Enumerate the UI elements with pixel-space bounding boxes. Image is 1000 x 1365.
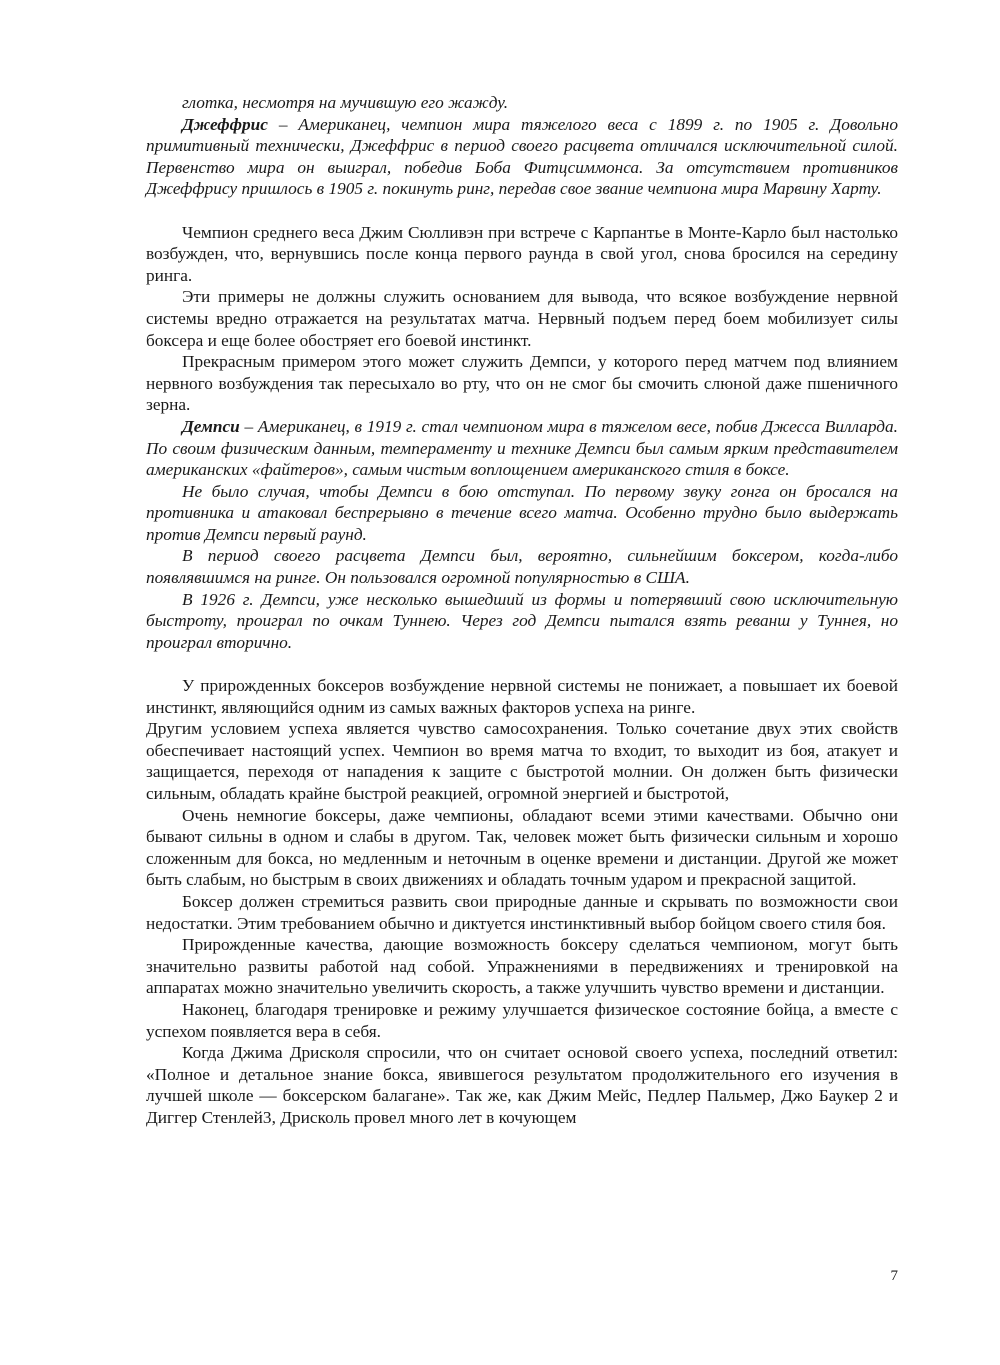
paragraph-text: – Американец, чемпион мира тяжелого веса с 1899 г. по 1905 г. Довольно примитивный технически, Джеффрис в период своего расцвета отличался исключительной силой. Первенство мира он выиграл, победив Боба Фитцсиммонса. За отсутствием противников Джеффрису пришлось в 1905 г. покинуть ринг, передав свое звание чемпиона мира Марвину Харту. [146,114,898,199]
paragraph-text: Прирожденные качества, дающие возможность боксеру сделаться чемпионом, могут быть значительно развиты работой над собой. Упражнениями в передвижениях и тренировкой на аппаратах можно значительно увеличить скорость, а также улучшить чувство времени и дистанции. [146,935,898,998]
paragraph-text: Эти примеры не должны служить основанием для вывода, что всякое возбуждение нервной системы вредно отражается на результатах матча. Нервный подъем перед боем мобилизует силы боксера и еще более обостряет его боевой инстинкт. [146,287,898,350]
paragraph-text: Чемпион среднего веса Джим Сюлливэн при встрече с Карпантье в Монте-Карло был настолько возбужден, что, вернувшись после конца первого раунда в свой угол, снова бросился на середину ринга. [146,222,898,285]
person-name: Джеффрис [182,114,268,134]
paragraph [146,718,898,804]
paragraph-text: Прекрасным примером этого может служить Демпси, у которого перед матчем под влиянием нервного возбуждения так пересыхало во рту, что он не смог бы смочить слюной даже пшеничного зерна. [146,352,898,415]
person-name: Демпси [182,416,240,436]
paragraph [146,92,898,114]
paragraph [146,1042,898,1128]
paragraph-text: В 1926 г. Демпси, уже несколько вышедший из формы и потерявший свою исключительную быстроту, проиграл по очкам Туннею. Через год Демпси пытался взять реванш у Туннея, но проиграл вторично. [146,589,898,652]
paragraph [146,222,898,287]
paragraph-text: глотка, несмотря на мучившую его жажду. [182,93,509,112]
paragraph [146,675,898,718]
paragraph [146,589,898,654]
paragraph-text: В период своего расцвета Демпси был, вероятно, сильнейшим боксером, когда-либо появлявшимся на ринге. Он пользовался огромной популярностью в США. [146,546,898,588]
paragraph-text: Другим условием успеха является чувство самосохранения. Только сочетание двух этих свойств обеспечивает настоящий успех. Чемпион во время матча то входит, то выходит из боя, атакует и защищается, переходя от нападения к защите с быстротой молнии. Он должен быть физически сильным, обладать крайне быстрой реакцией, огромной энергией и быстротой, [146,719,898,803]
paragraph [146,114,898,200]
paragraph [146,934,898,999]
page-number: 7 [890,1268,898,1284]
paragraph [146,999,898,1042]
paragraph [146,286,898,351]
paragraph-text: – Американец, в 1919 г. стал чемпионом мира в тяжелом весе, побив Джесса Вилларда. По своим физическим данным, темпераменту и технике Демпси был самым ярким представителем американских «файтеров», самым чистым воплощением американского стиля в боксе. [146,416,898,480]
paragraph [146,891,898,934]
paragraph [146,416,898,481]
paragraph-text: Когда Джима Дрисколя спросили, что он считает основой своего успеха, последний ответил: «Полное и детальное знание бокса, явившегося результатом продолжительного его изучения в лучшей школе — боксерском балагане». Так же, как Джим Мейс, Педлер Пальмер, Джо Баукер 2 и Диггер Стенлей3, Дрисколь провел много лет в кочующем [146,1043,898,1127]
paragraph-gap [146,200,898,222]
paragraph-gap [146,653,898,675]
paragraph-text: Боксер должен стремиться развить свои природные данные и скрывать по возможности свои недостатки. Этим требованием обычно и диктуется инстинктивный выбор бойцом своего стиля боя. [146,891,898,933]
paragraph-text: Наконец, благодаря тренировке и режиму улучшается физическое состояние бойца, а вместе с успехом появляется вера в себя. [146,999,898,1041]
paragraph [146,481,898,546]
paragraph [146,805,898,891]
page-text-body [146,92,898,1129]
paragraph [146,351,898,416]
paragraph-text: Очень немногие боксеры, даже чемпионы, обладают всеми этими качествами. Обычно они бывают сильны в одном и слабы в другом. Так, человек может быть физически сильным и хорошо сложенным для бокса, но медленным и неточным в оценке времени и дистанции. Другой же может быть слабым, но быстрым в своих движениях и обладать точным ударом и прекрасной защитой. [146,805,898,890]
paragraph-text: Не было случая, чтобы Демпси в бою отступал. По первому звуку гонга он бросался на противника и атаковал беспрерывно в течение всего матча. Особенно трудно было выдержать против Демпси первый раунд. [146,481,898,544]
paragraph [146,545,898,588]
paragraph-text: У прирожденных боксеров возбуждение нервной системы не понижает, а повышает их боевой инстинкт, являющийся одним из самых важных факторов успеха на ринге. [146,676,898,717]
